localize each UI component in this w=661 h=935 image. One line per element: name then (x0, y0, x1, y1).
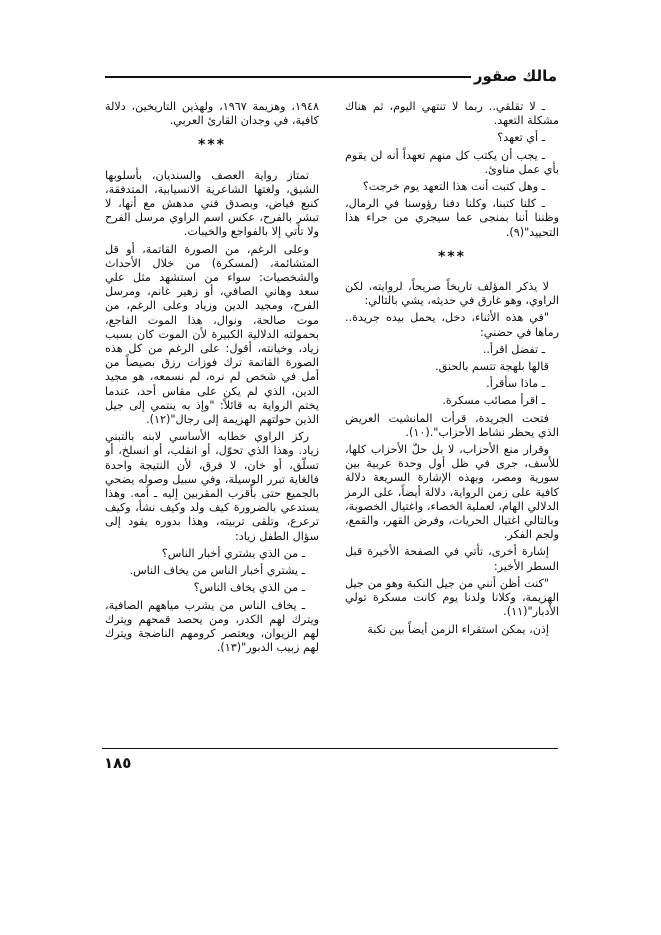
paragraph: ـ اقرأ مصائب مسكرة. (442, 394, 545, 408)
paragraph: قالها بلهجة تتسم بالحنق. (435, 360, 549, 374)
author-name: مالك صقور (473, 67, 557, 85)
paragraph: "كنت أظن أنني من جيل النكبة وهو من جيل الهزيمة، وكلانا ولدنا يوم كانت مسكرة تولي الأدبار"(١١). (345, 576, 559, 619)
footer-rule (102, 748, 558, 749)
paragraph: ـ يجب أن يكتب كل منهم تعهداً أنه لن يقوم بأي عمل مناوئ. (345, 148, 559, 176)
paragraph: ـ تفضل اقرأ.. (482, 342, 545, 356)
right-column (345, 100, 559, 640)
paragraph: تمتاز رواية العصف والسنديان، بأسلوبها الشيق، ولغتها الشاعرية الانسيابية، المتدفقة، كنبع فياض، وبصدق فني مدهش مع أنها، لا تبشر بالفرح، عكس اسم الراوي مرسل الفرح ولا تأتي إلا بالفواجع والخيبات. (105, 168, 319, 239)
section-separator: *** (198, 137, 226, 154)
paragraph: فتحت الجريدة، قرأت المانشيت العريض الذي يحظر نشاط الأحزاب".(١٠). (345, 411, 559, 439)
paragraph: وعلى الرغم، من الصورة القاتمة، أو قل المتشائمة، (لمسكرة) من خلال الأحداث والشخصيات: سواء من استشهد مثل علي سعد وهاني الصافي، أو زهير غانم، ومرسل الفرح، ومجيد الدين وزياد وعلى الرغم، من موت صالحة، ونوال، هذا الموت الفاجع، بحمولته الدلالية الكبيرة لأن الموت كان بسبب زياد، وخيانته، أقول: على الرغم من كل هذه الصورة القاتمة ترك فوزات رزق بصيصاً من أمل في شخص لم نره، لم نسمعه، هو مجيد الدين، الذي لم يكن على مقاس أحد، عندما يختم الرواية به قائلاً: "وإذ به ينتمي إلى جيل الذين حولتهم الهزيمة إلى رجال"(١٢). (105, 242, 319, 427)
paragraph: ـ من الذي يشتري أخبار الناس؟ (161, 546, 305, 560)
section-separator: *** (438, 248, 466, 265)
running-header (105, 66, 557, 88)
paragraph: "في هذه الأثناء، دخل، يحمل بيده جريدة.. رماها في حضني: (345, 311, 559, 339)
paragraph: ١٩٤٨، وهزيمة ١٩٦٧، ولهذين التاريخين، دلالة كافية، في وجدان القارئ العربي. (105, 100, 319, 128)
paragraph: ركز الراوي خطابه الأساسي لابنه بالتبني زياد. وهذا الذي تحوّل، أو انقلب، أو انسلخ، أو تسلّق، أو خان، لا فرق، لأن النتيجة واحدة فالغاية تبرر الوسيلة، وفي سبيل وصوله يضحي بالجميع حتى بأقرب المقربين إليه ـ أمه. وهذا يستدعي بالضرورة كيف ولد وكيف نشأ، وكيف ترعرع، وتلقى تربيته، وهذا بدوره يقود إلى سؤال الطفل زياد: (105, 430, 319, 543)
paragraph: إذن، يمكن استقراء الزمن أيضاً بين نكبة (367, 622, 549, 636)
paragraph: ـ لا تقلقي.. ربما لا تنتهي اليوم، ثم هناك مشكلة التعهد. (345, 100, 559, 128)
header-rule (105, 76, 471, 78)
paragraph: إشارة أخرى، تأتي في الصفحة الأخيرة قبل السطر الأخير: (345, 545, 559, 573)
paragraph: ـ من الذي يخاف الناس؟ (193, 581, 305, 595)
paragraph: ـ كلنا كتبنا، وكلنا دفنا رؤوسنا في الرمال، وظننا أننا بمنجى عما سيجري من جراء هذا التحييد"(٩). (345, 197, 559, 239)
paragraph: ـ يشتري أخبار الناس من يخاف الناس. (129, 564, 305, 578)
paragraph: ـ يخاف الناس من يشرب مياههم الصافية، ويترك لهم الكدر، ومن يحصد قمحهم ويترك لهم الزيوان، ويعتصر كرومهم الناضجة ويترك لهم زبيب الدبور"(١٣). (105, 598, 319, 655)
page-number: ١٨٥ (104, 754, 132, 772)
left-column (105, 100, 319, 658)
paragraph: وقرار منع الأحزاب، لا بل حلّ الأحزاب كلها، للأسف، جرى في ظل أول وحدة عربية بين سورية ومصر، وبهذه الإشارة السريعة دلالة كافية على زمن الرواية، دلالة أيضاً، على الرمز الدلالي الهام، لعملية الخصاء، واغتيال الخصوبة، وبالتالي اغتيال الحريات، وفرض القهر، والقمع، ولجم الفكر. (345, 443, 559, 542)
paragraph: ـ ماذا سأقرأ. (486, 377, 545, 391)
paragraph: ـ أي تعهد؟ (497, 131, 545, 145)
paragraph: لا يذكر المؤلف تاريخاً صريحاً، لروايته، لكن الراوي، وهو غارق في حديثه، يشي بالتالي: (345, 280, 559, 308)
paragraph: ـ وهل كتبت أنت هذا التعهد يوم خرجت؟ (362, 180, 545, 194)
